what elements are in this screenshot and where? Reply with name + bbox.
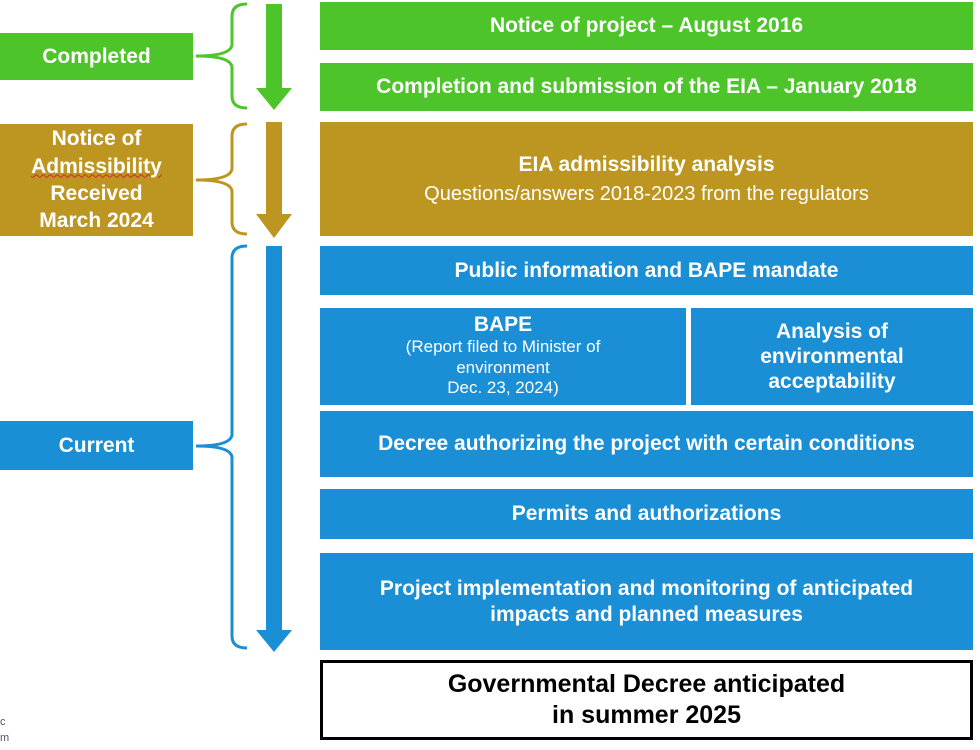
status-current bbox=[0, 421, 193, 470]
step-bape-sub-line1: (Report filed to Minister of bbox=[405, 337, 601, 357]
step-eia-analysis-title: EIA admissibility analysis bbox=[518, 153, 775, 177]
step-acceptability-line1: Analysis of bbox=[775, 319, 889, 343]
step-notice-of-project bbox=[320, 2, 973, 50]
step-environmental-acceptability bbox=[691, 308, 973, 405]
current-arrow bbox=[256, 246, 292, 652]
step-eia-submission-label: Completion and submission of the EIA – January 2018 bbox=[376, 75, 917, 99]
step-notice-of-project-label: Notice of project – August 2016 bbox=[489, 14, 804, 38]
step-permits bbox=[320, 489, 973, 539]
status-completed bbox=[0, 33, 193, 80]
step-public-information bbox=[320, 246, 973, 295]
step-eia-analysis-subtitle: Questions/answers 2018-2023 from the regulators bbox=[424, 182, 869, 205]
step-bape bbox=[320, 308, 686, 405]
final-decree-box bbox=[320, 660, 973, 740]
step-acceptability-line3: acceptability bbox=[768, 370, 896, 394]
admissibility-brace bbox=[196, 124, 247, 234]
step-bape-title: BAPE bbox=[473, 313, 533, 336]
step-bape-sub-line3: Dec. 23, 2024) bbox=[447, 377, 559, 397]
step-implementation bbox=[320, 553, 973, 650]
final-decree-line2: in summer 2025 bbox=[552, 701, 741, 729]
step-acceptability-line2: environmental bbox=[760, 344, 904, 368]
step-implementation-line2: impacts and planned measures bbox=[490, 602, 803, 626]
status-admissibility-line4: March 2024 bbox=[39, 209, 154, 233]
status-admissibility-line2: Admissibility bbox=[31, 154, 162, 178]
step-permits-label: Permits and authorizations bbox=[511, 502, 782, 526]
step-bape-sub-line2: environment bbox=[456, 357, 550, 377]
step-eia-analysis bbox=[320, 122, 973, 236]
edge-fragment-2: m bbox=[0, 732, 10, 744]
completed-arrow bbox=[256, 4, 292, 110]
step-implementation-line1: Project implementation and monitoring of anticipated bbox=[379, 577, 914, 601]
current-brace bbox=[196, 246, 247, 648]
status-admissibility bbox=[0, 124, 193, 236]
status-current-label: Current bbox=[58, 433, 135, 457]
status-completed-label: Completed bbox=[42, 44, 151, 68]
step-decree bbox=[320, 411, 973, 477]
step-public-information-label: Public information and BAPE mandate bbox=[454, 258, 839, 282]
final-decree-line1: Governmental Decree anticipated bbox=[447, 669, 846, 698]
step-eia-submission bbox=[320, 63, 973, 111]
admissibility-arrow bbox=[256, 122, 292, 238]
step-decree-label: Decree authorizing the project with certain conditions bbox=[378, 432, 915, 456]
edge-fragment-1: c bbox=[0, 716, 6, 728]
completed-brace bbox=[196, 4, 247, 108]
status-admissibility-line3: Received bbox=[50, 182, 143, 205]
status-admissibility-line1: Notice of bbox=[51, 127, 142, 151]
